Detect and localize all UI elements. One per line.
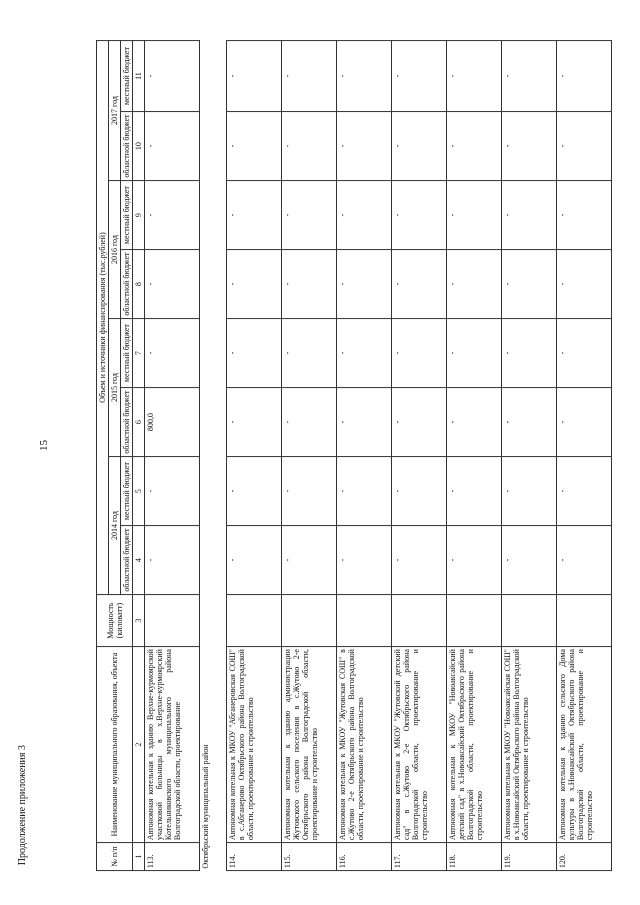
budget-value: -: [282, 250, 337, 319]
year-2017-header: 2017 год: [109, 41, 121, 181]
column-number: 2: [133, 647, 145, 843]
object-name: Автономная котельная к МКОУ "Новоаксайская СОШ" в х.Новоаксайский Октябрьского района Волгоградской области, проектирование и строительство: [502, 647, 557, 843]
budget-value: -: [145, 526, 200, 595]
local-budget-header: местный бюджет: [121, 457, 133, 526]
budget-value: -: [557, 388, 612, 457]
budget-value: -: [557, 41, 612, 112]
budget-value: -: [392, 319, 447, 388]
budget-value: -: [227, 388, 282, 457]
budget-value: -: [447, 250, 502, 319]
budget-value: -: [145, 457, 200, 526]
local-budget-header: местный бюджет: [121, 41, 133, 112]
table-row: [392, 41, 447, 871]
table-row: [447, 41, 502, 871]
budget-value: -: [557, 526, 612, 595]
table-row: [227, 41, 282, 871]
budget-value: -: [502, 41, 557, 112]
budget-value: -: [447, 41, 502, 112]
column-number: 5: [133, 457, 145, 526]
column-number: 1: [133, 843, 145, 871]
budget-value: -: [502, 181, 557, 250]
budget-value: -: [337, 526, 392, 595]
row-number: 115.: [282, 843, 337, 871]
year-2016-header: 2016 год: [109, 181, 121, 319]
row-number: 116.: [337, 843, 392, 871]
column-number: 7: [133, 319, 145, 388]
col-num-header: № п/п: [97, 843, 133, 871]
col-name-header: Наименование муниципального образования, объекта: [97, 647, 133, 843]
regional-budget-header: областной бюджет: [121, 250, 133, 319]
budget-value: -: [337, 181, 392, 250]
budget-value: -: [337, 250, 392, 319]
column-number: 9: [133, 181, 145, 250]
budget-value: -: [447, 457, 502, 526]
budget-value: -: [145, 319, 200, 388]
power-value: [337, 595, 392, 647]
row-number: 118.: [447, 843, 502, 871]
budget-value: -: [557, 250, 612, 319]
column-number-row: [133, 41, 145, 871]
regional-budget-header: областной бюджет: [121, 112, 133, 181]
budget-value: -: [502, 388, 557, 457]
budget-value: -: [337, 457, 392, 526]
row-number: 117.: [392, 843, 447, 871]
power-value: [145, 595, 200, 647]
power-value: [227, 595, 282, 647]
budget-value: -: [502, 457, 557, 526]
object-name: Автономная котельная к МКОУ "Жутовская СОШ" в с.Жутово 2-е Октябрьского района Волгоградской области, проектирование и строительство: [337, 647, 392, 843]
object-name: Автономная котельная к зданию администрации Жутовского сельского поселения в с.Жутово 2-е Октябрьского района Волгоградской области, проектирование и строительство: [282, 647, 337, 843]
object-name: Автономная котельная к МКОУ "Новоаксайский детский сад" в х.Новоаксайский Октябрьского района Волгоградской области, проектирование и строительство: [447, 647, 502, 843]
table-row: [502, 41, 557, 871]
budget-value: -: [282, 41, 337, 112]
budget-value: -: [392, 457, 447, 526]
column-number: 6: [133, 388, 145, 457]
page-number: 15: [38, 440, 50, 451]
budget-value: 800,0: [145, 388, 200, 457]
power-value: [557, 595, 612, 647]
budget-value: -: [145, 250, 200, 319]
financing-group-header: Объем и источники финансирования (тыс.рублей): [97, 41, 109, 595]
regional-budget-header: областной бюджет: [121, 526, 133, 595]
power-value: [447, 595, 502, 647]
row-number: 120.: [557, 843, 612, 871]
column-number: 11: [133, 41, 145, 112]
budget-value: -: [392, 526, 447, 595]
object-name: Автономная котельная к МКОУ "Жутовский детский сад" в с.Жутово 2-е Октябрьского района Волгоградской области, проектирование и строительство: [392, 647, 447, 843]
object-name: Автономная котельная к зданию сельского Дома культуры в х.Новоаксайский Октябрьского района Волгоградской области, проектирование и строительство: [557, 647, 612, 843]
table-row: [337, 41, 392, 871]
object-name: Автономная котельная к зданию Верхне-курмоярской участковой больницы в х.Верхне-курмоярский Котельниковского муниципального района Волгоградской области, проектирование: [145, 647, 200, 843]
table-row: [557, 41, 612, 871]
power-value: [392, 595, 447, 647]
column-number: 8: [133, 250, 145, 319]
budget-value: -: [227, 112, 282, 181]
budget-value: -: [227, 526, 282, 595]
budget-value: -: [337, 112, 392, 181]
year-2015-header: 2015 год: [109, 319, 121, 457]
budget-value: -: [227, 319, 282, 388]
budget-value: -: [502, 526, 557, 595]
budget-value: -: [227, 250, 282, 319]
col-power-header: Мощность (киловатт): [97, 595, 133, 647]
budget-value: -: [282, 457, 337, 526]
financing-table: [96, 40, 612, 871]
row-number: 119.: [502, 843, 557, 871]
table-row: [282, 41, 337, 871]
budget-value: -: [337, 41, 392, 112]
power-value: [282, 595, 337, 647]
table-row: [145, 41, 200, 871]
budget-value: -: [337, 319, 392, 388]
budget-value: -: [557, 181, 612, 250]
budget-value: -: [282, 388, 337, 457]
budget-value: -: [392, 41, 447, 112]
regional-budget-header: областной бюджет: [121, 388, 133, 457]
budget-value: -: [557, 319, 612, 388]
row-number: 114.: [227, 843, 282, 871]
column-number: 10: [133, 112, 145, 181]
budget-value: -: [145, 181, 200, 250]
budget-value: -: [447, 112, 502, 181]
power-value: [502, 595, 557, 647]
budget-value: -: [557, 457, 612, 526]
budget-value: -: [282, 319, 337, 388]
budget-value: -: [502, 112, 557, 181]
budget-value: -: [557, 112, 612, 181]
row-number: 113.: [145, 843, 200, 871]
column-number: 4: [133, 526, 145, 595]
budget-value: -: [392, 181, 447, 250]
budget-value: -: [447, 319, 502, 388]
budget-value: -: [447, 388, 502, 457]
budget-value: -: [282, 526, 337, 595]
budget-value: -: [227, 41, 282, 112]
object-name: Автономная котельная к МКОУ "Абганеровская СОШ" в с.Абганерово Октябрьского района Волгоградской области, проектирование и строительство: [227, 647, 282, 843]
budget-value: -: [392, 388, 447, 457]
section-row: [200, 41, 227, 871]
budget-value: -: [392, 112, 447, 181]
budget-value: -: [282, 181, 337, 250]
budget-value: -: [502, 319, 557, 388]
budget-value: -: [447, 526, 502, 595]
budget-value: -: [337, 388, 392, 457]
budget-value: -: [282, 112, 337, 181]
budget-value: -: [145, 112, 200, 181]
continuation-note: Продолжение приложения 3: [17, 744, 28, 865]
budget-value: -: [392, 250, 447, 319]
budget-value: -: [502, 250, 557, 319]
budget-value: -: [227, 457, 282, 526]
local-budget-header: местный бюджет: [121, 181, 133, 250]
budget-value: -: [447, 181, 502, 250]
year-2014-header: 2014 год: [109, 457, 121, 595]
section-title: Октябрьский муниципальный район: [200, 41, 227, 871]
budget-value: -: [227, 181, 282, 250]
column-number: 3: [133, 595, 145, 647]
budget-value: -: [145, 41, 200, 112]
local-budget-header: местный бюджет: [121, 319, 133, 388]
